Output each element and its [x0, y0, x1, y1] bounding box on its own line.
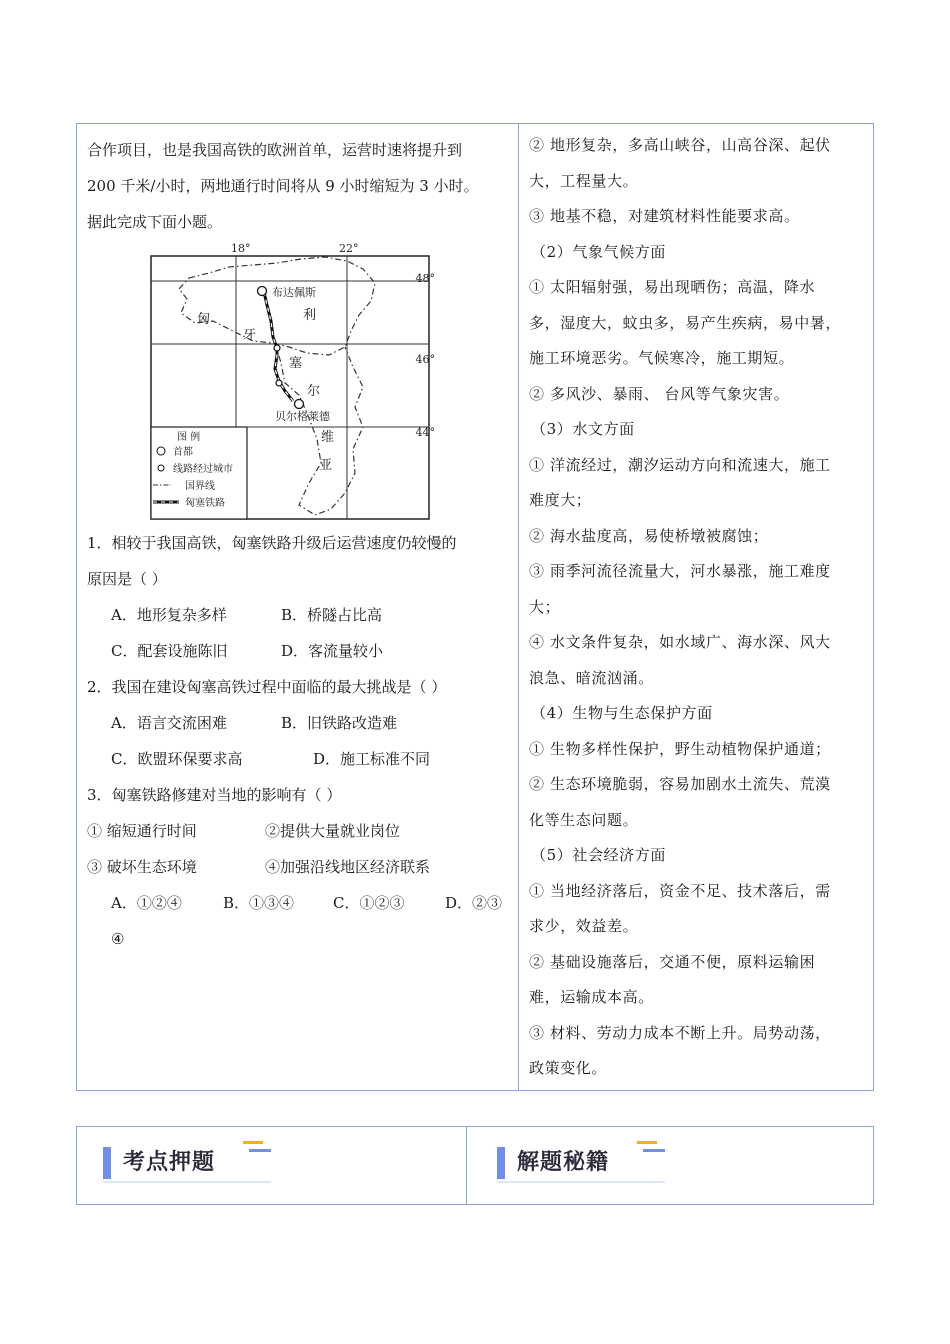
- text-line: 难，运输成本高。: [529, 988, 654, 1006]
- q3-statements-row-2: [87, 849, 511, 885]
- text-line: ② 生态环境脆弱，容易加剧水土流失、荒漠: [529, 775, 831, 793]
- badge-accent-bar: [103, 1147, 111, 1179]
- map-label-hungary-1: 匈: [197, 312, 211, 327]
- content-table: [76, 123, 874, 1091]
- text-line: 大；: [529, 597, 561, 616]
- legend-railway: 匈塞铁路: [185, 498, 225, 509]
- q2-option-c: C．欧盟环保要求高: [111, 750, 243, 768]
- badge-accent-line: [249, 1149, 271, 1152]
- map-label-hungary-3: 利: [303, 308, 317, 323]
- lon-label-22: 22°: [339, 242, 359, 255]
- q3-statement-3: ③ 破坏生态环境: [87, 858, 197, 876]
- text-line: ① 当地经济落后，资金不足、技术落后，需: [529, 881, 831, 900]
- q1-options-row-2: [87, 633, 511, 669]
- q1-stem-line-1: 1．相较于我国高铁，匈塞铁路升级后运营速度仍较慢的: [87, 534, 457, 552]
- q1-option-d: D．客流量较小: [281, 642, 384, 660]
- text-line: 求少，效益差。: [529, 917, 639, 935]
- text-line: 多，湿度大，蚊虫多，易产生疾病，易中暑，: [529, 313, 842, 332]
- q2-option-d: D．施工标准不同: [313, 750, 431, 768]
- q2-options-row-2: [87, 741, 511, 777]
- exam-points-badge: [103, 1137, 273, 1183]
- lat-label-48: 48°: [415, 272, 435, 285]
- map-label-serbia-3: 维: [321, 430, 335, 445]
- section-header-table: [76, 1126, 874, 1205]
- legend-title: 图 例: [177, 432, 201, 443]
- text-line: 施工环境恶劣。气候寒冷，施工期短。: [529, 349, 795, 367]
- q1-stem-line-2: 原因是（ ）: [87, 570, 167, 588]
- q3-stem: 3．匈塞铁路修建对当地的影响有（ ）: [87, 786, 342, 804]
- section-heading: （3）水文方面: [531, 420, 635, 438]
- text-line: ④ 水文条件复杂，如水域广、海水深、风大: [529, 633, 831, 651]
- q1-option-c: C．配套设施陈旧: [111, 642, 228, 660]
- legend-city: 线路经过城市: [173, 464, 233, 475]
- lat-label-44: 44°: [415, 426, 435, 439]
- lat-label-46: 46°: [415, 353, 435, 366]
- text-line: ① 太阳辐射强，易出现晒伤；高温，降水: [529, 278, 816, 296]
- intro-line-2: 200 千米/小时，两地通行时间将从 9 小时缩短为 3 小时。: [87, 177, 479, 195]
- budapest-marker: [258, 287, 267, 296]
- badge-accent-line: [637, 1141, 657, 1144]
- q3-options-row: [87, 885, 511, 921]
- q3-option-d-wrap: ④: [111, 930, 125, 948]
- text-line: 政策变化。: [529, 1059, 608, 1077]
- right-column: [529, 128, 867, 1087]
- text-line: ③ 材料、劳动力成本不断上升。局势动荡，: [529, 1023, 831, 1042]
- text-line: ② 多风沙、暴雨、 台风等气象灾害。: [529, 384, 790, 403]
- q3-option-d: D．②③: [445, 894, 503, 912]
- text-line: ② 地形复杂，多高山峡谷，山高谷深、起伏: [529, 136, 831, 154]
- section-heading: （5）社会经济方面: [531, 846, 666, 864]
- map-label-serbia-4: 亚: [319, 458, 333, 473]
- exam-points-title: 考点押题: [123, 1150, 216, 1175]
- q3-statement-1: ① 缩短通行时间: [87, 822, 197, 840]
- city-label-budapest: 布达佩斯: [272, 286, 316, 299]
- solving-tips-badge: [497, 1137, 667, 1183]
- text-line: ② 基础设施落后，交通不便，原料运输困: [529, 952, 816, 971]
- map-label-serbia-2: 尔: [307, 384, 321, 399]
- column-divider: [518, 124, 519, 1090]
- q3-statements-row-1: [87, 813, 511, 849]
- q1-option-a: A．地形复杂多样: [111, 606, 227, 624]
- solving-tips-title: 解题秘籍: [517, 1150, 610, 1175]
- text-line: ① 洋流经过，潮汐运动方向和流速大，施工: [529, 455, 831, 474]
- q1-option-b: B．桥隧占比高: [281, 606, 383, 624]
- railway-map: [149, 242, 435, 521]
- text-line: ③ 雨季河流径流量大，河水暴涨，施工难度: [529, 562, 831, 580]
- text-line: ③ 地基不稳，对建筑材料性能要求高。: [529, 207, 800, 225]
- section-heading: （4）生物与生态保护方面: [531, 704, 713, 722]
- lon-label-18: 18°: [231, 242, 251, 255]
- left-column: [87, 132, 511, 957]
- city-marker: [274, 345, 280, 351]
- q2-options-row-1: [87, 705, 511, 741]
- section-header-divider: [466, 1127, 467, 1204]
- city-marker: [276, 380, 282, 386]
- text-line: 浪急、暗流汹涌。: [529, 668, 654, 687]
- text-line: 化等生态问题。: [529, 810, 639, 829]
- badge-underline: [103, 1181, 271, 1183]
- badge-accent-line: [643, 1149, 665, 1152]
- city-label-belgrade: 贝尔格莱德: [275, 410, 330, 423]
- map-svg: [149, 242, 435, 521]
- map-label-serbia-1: 塞: [289, 356, 303, 371]
- q2-option-a: A．语言交流困难: [111, 714, 227, 732]
- q2-stem: 2．我国在建设匈塞高铁过程中面临的最大挑战是（ ）: [87, 678, 447, 696]
- intro-line-1: 合作项目，也是我国高铁的欧洲首单，运营时速将提升到: [87, 141, 463, 159]
- q2-option-b: B．旧铁路改造难: [281, 714, 398, 732]
- text-line: ② 海水盐度高，易使桥墩被腐蚀；: [529, 526, 769, 545]
- badge-accent-bar: [497, 1147, 505, 1179]
- text-line: 大，工程量大。: [529, 171, 639, 190]
- legend-capital: 首都: [173, 447, 193, 458]
- text-line: ① 生物多样性保护，野生动植物保护通道；: [529, 739, 831, 758]
- text-line: 难度大；: [529, 491, 592, 509]
- map-label-hungary-2: 牙: [243, 328, 257, 343]
- q3-statement-4: ④加强沿线地区经济联系: [265, 858, 431, 876]
- q3-option-b: B．①③④: [223, 894, 295, 912]
- badge-accent-line: [243, 1141, 263, 1144]
- legend-border: 国界线: [185, 481, 215, 492]
- q3-statement-2: ②提供大量就业岗位: [265, 822, 401, 840]
- q3-option-c: C．①②③: [333, 894, 405, 912]
- belgrade-marker: [295, 400, 304, 409]
- intro-line-3: 据此完成下面小题。: [87, 213, 223, 231]
- badge-underline: [497, 1181, 665, 1183]
- q3-option-a: A．①②④: [111, 894, 182, 912]
- section-heading: （2）气象气候方面: [531, 242, 666, 261]
- q1-options-row-1: [87, 597, 511, 633]
